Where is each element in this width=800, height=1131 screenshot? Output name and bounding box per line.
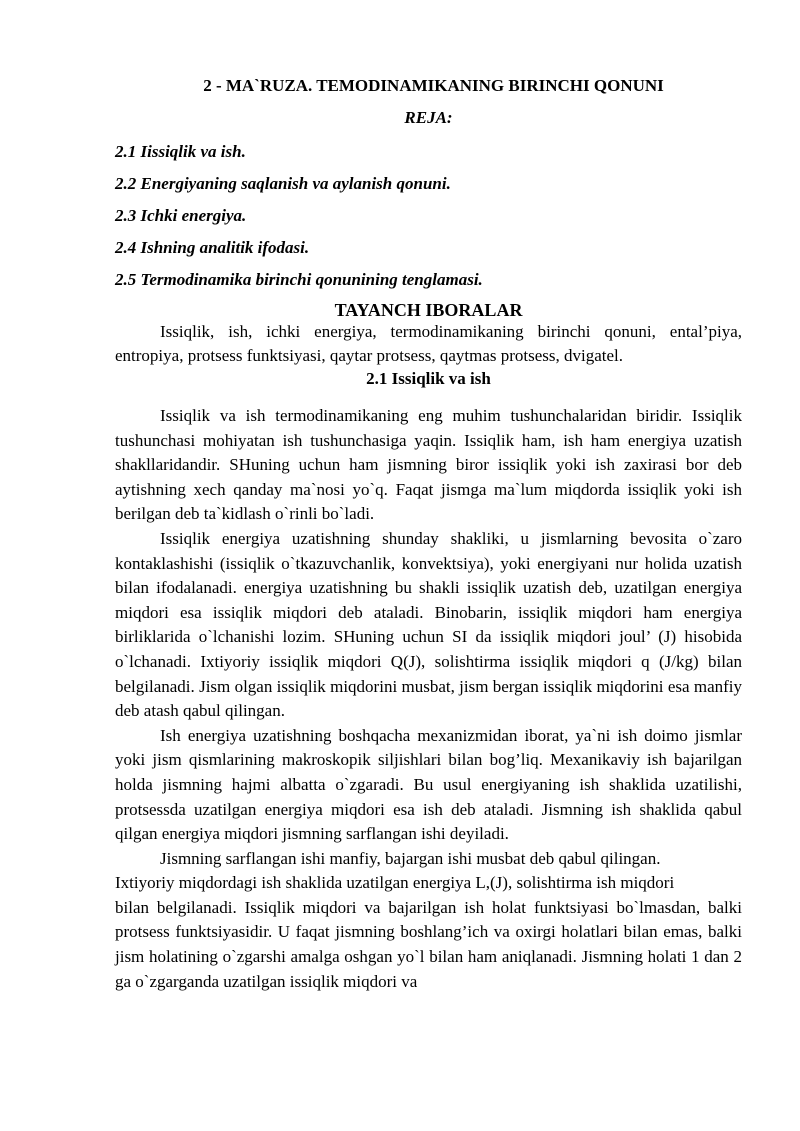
body-paragraph: bilan belgilanadi. Issiqlik miqdori va bajarilgan ish holat funktsiyasi bo`lmasdan, balki protsess funktsiyasidir. U faqat jismning boshlang’ich va oxirgi holatlari bilan emas, balki jism holatining o`zgarshi amalga oshgan yo`l bilan ham aniqlanadi. Jismning holati 1 dan 2 ga o`zgarganda uzatilgan issiqlik miqdori va <box>115 897 742 991</box>
plan-item: 2.4 Ishning analitik ifodasi. <box>115 238 310 257</box>
keywords-heading: TAYANCH IBORALAR <box>334 300 523 320</box>
section-heading: 2.1 Issiqlik va ish <box>366 369 491 388</box>
keywords-paragraph: Issiqlik, ish, ichki energiya, termodinamikaning birinchi qonuni, ental’piya, entropiya, protsess funktsiyasi, qaytar protsess, qaytmas protsess, dvigatel. <box>115 322 742 365</box>
spacer <box>115 390 742 404</box>
lecture-title: 2 - MA`RUZA. TEMODINAMIKANING BIRINCHI QONUNI <box>203 76 664 95</box>
plan-item: 2.2 Energiyaning saqlanish va aylanish qonuni. <box>115 174 451 193</box>
plan-item: 2.5 Termodinamika birinchi qonunining tenglamasi. <box>115 270 483 289</box>
body-paragraph: Ish energiya uzatishning boshqacha mexanizmidan iborat, ya`ni ish doimo jismlar yoki jism qismlarining makroskopik siljishlari bilan bog’liq. Mexanikaviy ish bajarilgan holda jismning hajmi albatta o`zgaradi. Bu usul energiyaning ish shaklida uzatilishi, protsessda uzatilgan energiya miqdori esa ish deb ataladi. Jismning ish shaklida qabul qilgan energiya miqdori jismning sarflangan ishi deyiladi. <box>115 725 742 844</box>
plan-item: 2.3 Ichki energiya. <box>115 206 247 225</box>
plan-list <box>115 140 742 292</box>
body-paragraph: Issiqlik energiya uzatishning shunday shakliki, u jismlarning bevosita o`zaro kontaklashishi (issiqlik o`tkazuvchanlik, konvektsiya), yoki energiyani nur holida uzatish bilan ifodalanadi. energiya uzatishning bu shakli issiqlik uzatish deb, uzatilgan energiya miqdori esa issiqlik miqdori deb ataladi. Binobarin, issiqlik miqdori ham energiya birliklarida o`lchanishi lozim. SHuning uchun SI da issiqlik miqdori joul’ (J) hisobida o`lchanadi. Ixtiyoriy issiqlik miqdori Q(J), solishtirma issiqlik miqdori q (J/kg) bilan belgilanadi. Jism olgan issiqlik miqdorini musbat, jism bergan issiqlik miqdorini esa manfiy deb atash qabul qilingan. <box>115 528 742 721</box>
plan-item: 2.1 Iissiqlik va ish. <box>115 142 246 161</box>
body-paragraph: Jismning sarflangan ishi manfiy, bajargan ishi musbat deb qabul qilingan. <box>160 848 661 868</box>
plan-heading: REJA: <box>404 108 453 127</box>
body-paragraph-line: Ixtiyoriy miqdordagi ish shaklida uzatilgan energiya L,(J), solishtirma ish miqdori <box>115 873 675 893</box>
body-paragraph: Issiqlik va ish termodinamikaning eng muhim tushunchalaridan biridir. Issiqlik tushunchasi mohiyatan ish tushunchasiga yaqin. Issiqlik ham, ish ham energiya uzatish shakllaridandir. SHuning uchun ham jismning biror issiqlik yoki ish zaxirasi bor deb aytishning xech qanday ma`nosi yo`q. Faqat jismga ma`lum miqdorda issiqlik yoki ish berilgan deb ta`kidlash o`rinli bo`ladi. <box>115 406 742 524</box>
document-page <box>115 74 742 994</box>
